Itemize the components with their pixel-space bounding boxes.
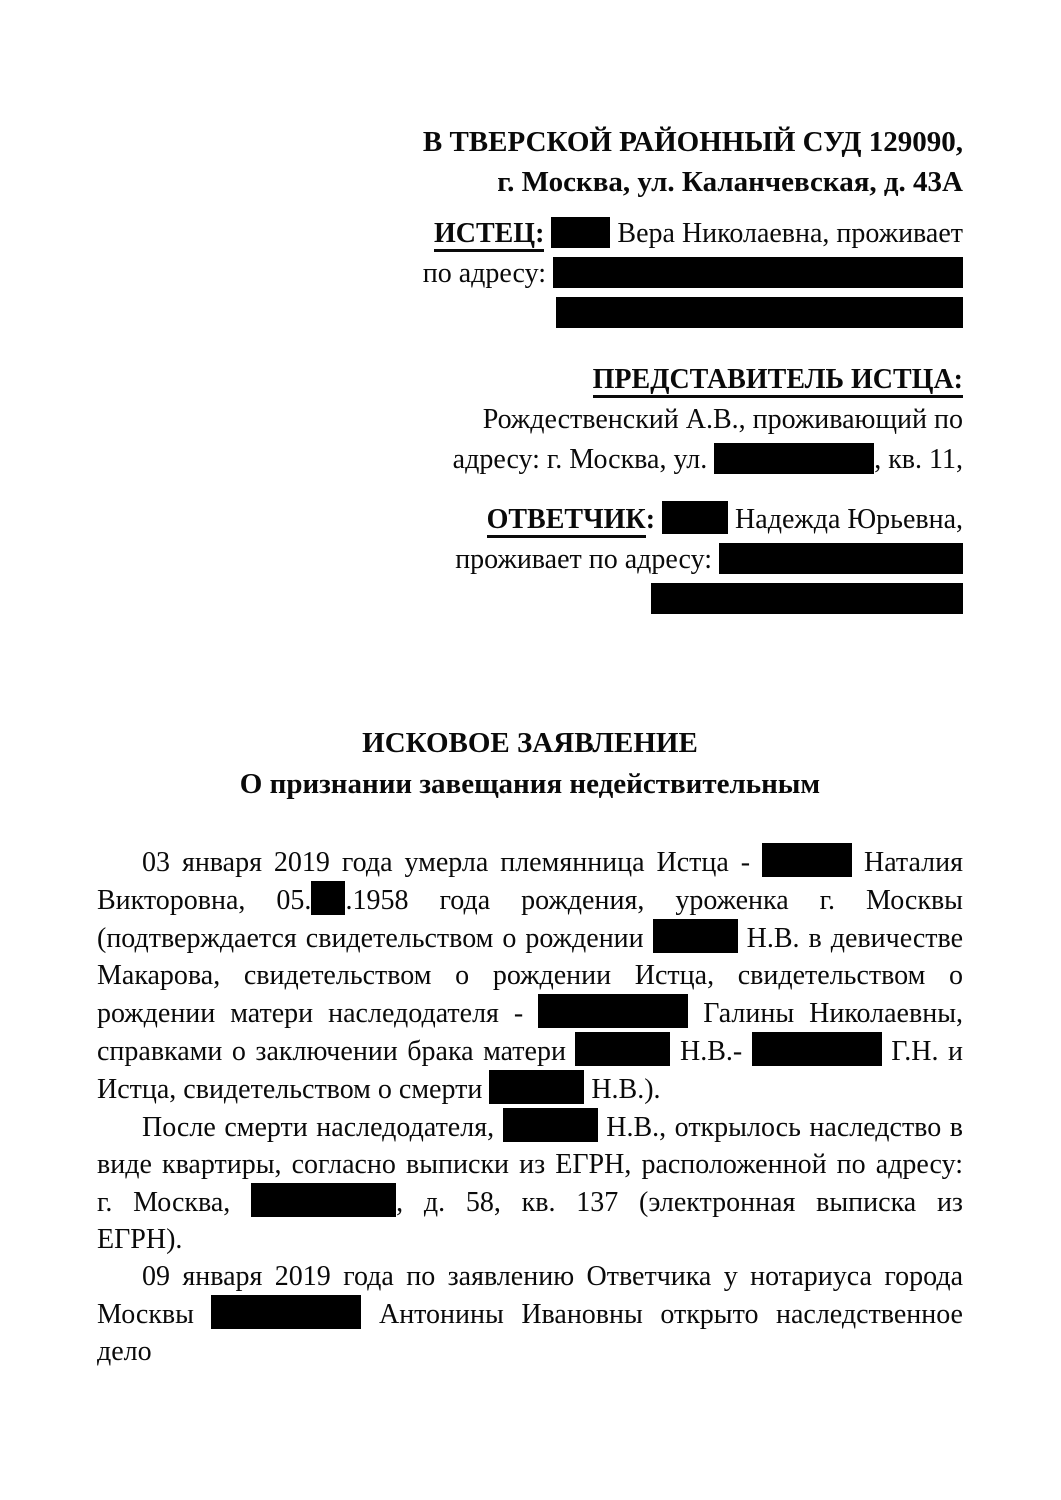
party-defendant-block [97, 500, 963, 620]
text-segment: Галины Николаевны, [688, 998, 963, 1029]
text-segment: Макарова, свидетельством о рождении Истца, свидетельством о [97, 960, 963, 991]
text-segment: рождении матери наследодателя - [97, 998, 539, 1029]
party-line [97, 294, 963, 334]
party-line [97, 440, 963, 480]
body-line [97, 1221, 963, 1258]
text-segment: 03 января 2019 года умерла племянница Истца - [142, 847, 763, 878]
redaction-bar [211, 1295, 361, 1329]
text-segment: (подтверждается свидетельством о рождении [97, 923, 653, 954]
body-line [97, 1146, 963, 1183]
text-segment: ЕГРН). [97, 1224, 183, 1255]
party-representative-block [97, 360, 963, 480]
document-title: ИСКОВОЕ ЗАЯВЛЕНИЕ [362, 727, 698, 759]
redaction-bar [551, 217, 610, 248]
text-segment: , д. 58, кв. 137 (электронная выписка из [396, 1187, 963, 1218]
text-segment: по адресу: [422, 258, 553, 289]
party-label: ПРЕДСТАВИТЕЛЬ ИСТЦА: [593, 364, 963, 398]
redaction-bar [662, 501, 728, 534]
text-segment: 09 января 2019 года по заявлению Ответчика у нотариуса города [142, 1261, 963, 1292]
text-segment: Н.В. в девичестве [737, 923, 963, 954]
body-line [97, 1183, 963, 1221]
party-line [97, 254, 963, 294]
text-segment: Н.В.- [670, 1036, 752, 1067]
party-plaintiff-block [97, 214, 963, 334]
redaction-bar [651, 583, 963, 614]
redaction-bar [719, 543, 963, 574]
body-line [97, 1032, 963, 1070]
text-segment: Вера Николаевна, проживает [610, 218, 963, 249]
body-text [97, 843, 963, 1370]
redaction-bar [575, 1032, 670, 1066]
document-subtitle: О признании завещания недействительным [239, 768, 821, 800]
redaction-bar [489, 1070, 584, 1104]
text-segment: После смерти наследодателя, [142, 1112, 503, 1143]
text-segment: Надежда Юрьевна, [728, 504, 963, 535]
body-line [97, 1258, 963, 1295]
party-line [97, 214, 963, 254]
text-segment: Москвы [97, 1299, 212, 1330]
body-line [97, 881, 963, 919]
text-segment: Г.Н. и [881, 1036, 963, 1067]
text-segment: Антонины Ивановны открыто наследственное дело [97, 1299, 963, 1367]
text-segment: г. Москва, [97, 1187, 252, 1218]
redaction-bar [503, 1108, 598, 1142]
body-line [97, 1295, 963, 1370]
court-header [97, 0, 963, 202]
party-line [97, 540, 963, 580]
text-segment: Рождественский А.В., проживающий по [482, 404, 963, 435]
body-line [97, 957, 963, 994]
redaction-bar [311, 881, 345, 915]
text-segment: Н.В., открылось наследство в [597, 1112, 964, 1143]
text-segment: Истца, свидетельством о смерти [97, 1074, 490, 1105]
party-label: ИСТЕЦ: [434, 218, 544, 252]
text-segment: , кв. 11, [874, 444, 963, 475]
body-line [97, 843, 963, 881]
party-line [97, 360, 963, 400]
text-segment: проживает по адресу: [455, 544, 719, 575]
court-address-line: г. Москва, ул. Каланчевская, д. 43А [497, 166, 963, 198]
party-label: : [645, 504, 656, 535]
redaction-bar [538, 994, 688, 1028]
text-segment [544, 218, 551, 249]
body-line [97, 1070, 963, 1108]
text-segment [655, 504, 662, 535]
body-line [97, 919, 963, 957]
redaction-bar [251, 1183, 396, 1217]
redaction-bar [556, 297, 963, 328]
text-segment: адресу: г. Москва, ул. [452, 444, 715, 475]
party-line [97, 580, 963, 620]
redaction-bar [714, 443, 874, 474]
text-segment: справками о заключении брака матери [97, 1036, 576, 1067]
court-name-line: В ТВЕРСКОЙ РАЙОННЫЙ СУД 129090, [422, 126, 963, 158]
body-line [97, 994, 963, 1032]
party-label: ОТВЕТЧИК [487, 504, 646, 538]
redaction-bar [653, 919, 738, 953]
redaction-bar [553, 257, 963, 288]
text-segment: виде квартиры, согласно выписки из ЕГРН, расположенной по адресу: [97, 1149, 963, 1180]
body-line [97, 1108, 963, 1146]
text-segment: Викторовна, 05. [97, 885, 312, 916]
redaction-bar [762, 843, 852, 877]
text-segment: Наталия [852, 847, 964, 878]
text-segment: .1958 года рождения, уроженка г. Москвы [345, 885, 963, 916]
party-line [97, 500, 963, 540]
party-line [97, 400, 963, 440]
text-segment: Н.В.). [584, 1074, 661, 1105]
redaction-bar [752, 1032, 882, 1066]
